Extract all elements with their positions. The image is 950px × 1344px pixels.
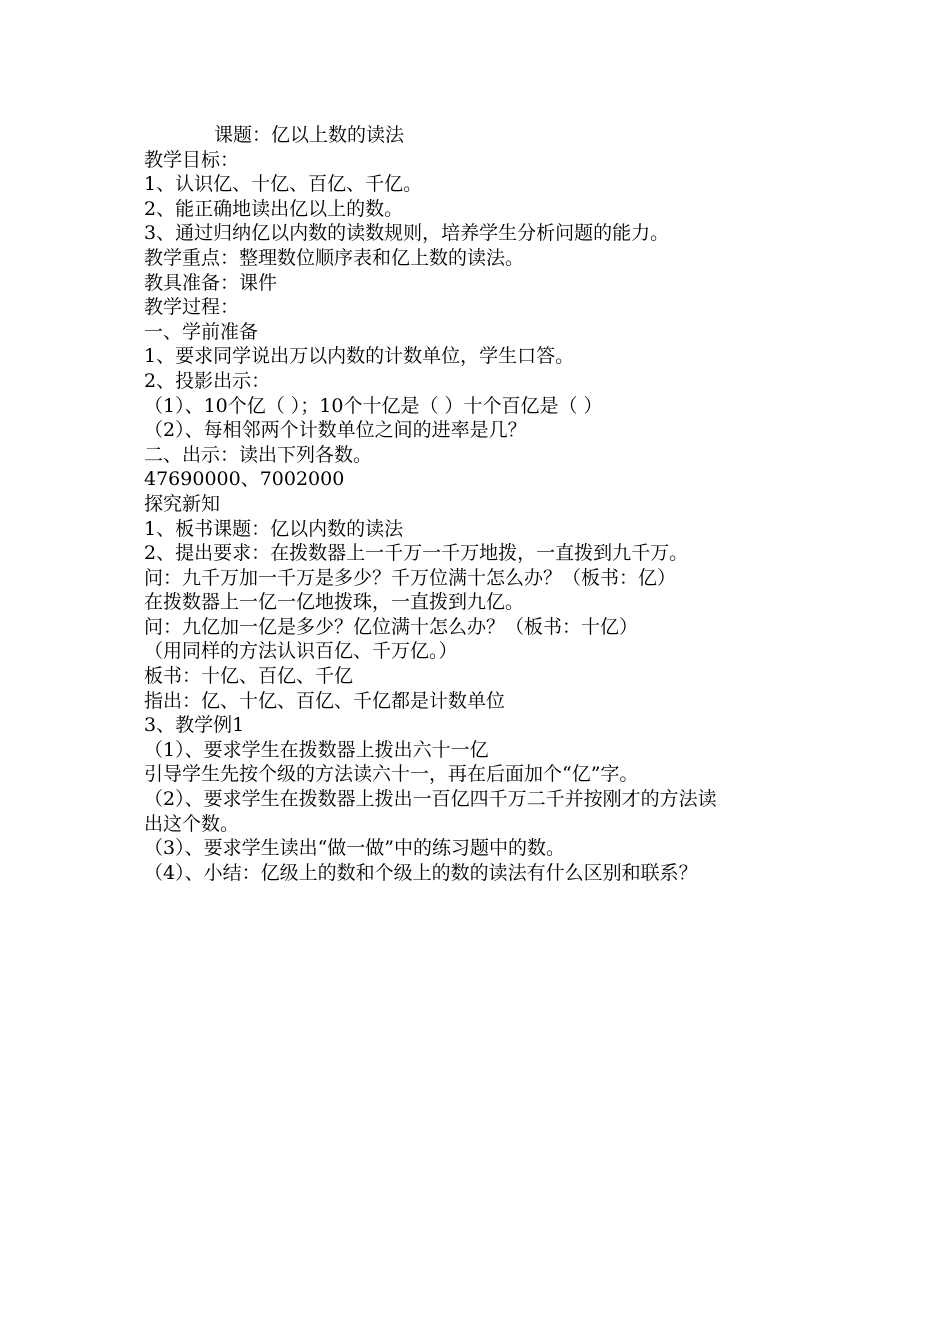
text-line: 问：九千万加一千万是多少？千万位满十怎么办？（板书：亿） [144, 566, 677, 589]
text-line: 3、教学例1 [144, 714, 245, 737]
key-points-line: 教学重点：整理数位顺序表和亿上数的读法。 [144, 246, 525, 269]
text-line: （4）、小结：亿级上的数和个级上的数的读法有什么区别和联系？ [144, 861, 698, 884]
subsection-heading: 探究新知 [144, 492, 221, 515]
subsection-heading: 一、学前准备 [144, 320, 259, 343]
objective-item: 1、认识亿、十亿、百亿、千亿。 [144, 173, 423, 196]
text-line: 引导学生先按个级的方法读六十一，再在后面加个“亿”字。 [144, 763, 639, 786]
document-body [144, 123, 824, 885]
text-line: 1、板书课题：亿以内数的读法 [144, 517, 404, 540]
subsection-heading: 二、出示：读出下列各数。 [144, 443, 373, 466]
text-line: （2）、每相邻两个计数单位之间的进率是几？ [144, 419, 527, 442]
text-line: 2、投影出示： [144, 369, 271, 392]
section-heading-process: 教学过程： [144, 296, 240, 319]
text-line: （用同样的方法认识百亿、千万亿。） [144, 640, 458, 663]
text-line: 问：九亿加一亿是多少？亿位满十怎么办？（板书：十亿） [144, 615, 639, 638]
document-title: 课题：亿以上数的读法 [214, 124, 405, 146]
text-line: 在拨数器上一亿一亿地拨珠，一直拨到九亿。 [144, 591, 525, 614]
objective-item: 2、能正确地读出亿以上的数。 [144, 197, 404, 220]
text-line: （2）、要求学生在拨数器上拨出一百亿四千万二千并按刚才的方法读 [144, 788, 717, 811]
text-line: 板书：十亿、百亿、千亿 [144, 665, 354, 688]
text-line: （3）、要求学生读出“做一做”中的练习题中的数。 [144, 837, 566, 860]
text-line: 2、提出要求：在拨数器上一千万一千万地拨，一直拨到九千万。 [144, 542, 689, 565]
text-line: 1、要求同学说出万以内数的计数单位，学生口答。 [144, 345, 575, 368]
section-heading-objectives: 教学目标： [144, 148, 240, 171]
text-line: 47690000、7002000 [144, 468, 345, 491]
text-line: （1）、10个亿（ ）；10个十亿是（ ）十个百亿是（ ） [144, 394, 603, 417]
materials-line: 教具准备：课件 [144, 271, 278, 294]
text-line: 指出：亿、十亿、百亿、千亿都是计数单位 [144, 689, 506, 712]
objective-item: 3、通过归纳亿以内数的读数规则，培养学生分析问题的能力。 [144, 222, 670, 245]
text-line: （1）、要求学生在拨数器上拨出六十一亿 [144, 738, 489, 761]
text-line: 出这个数。 [144, 812, 240, 835]
